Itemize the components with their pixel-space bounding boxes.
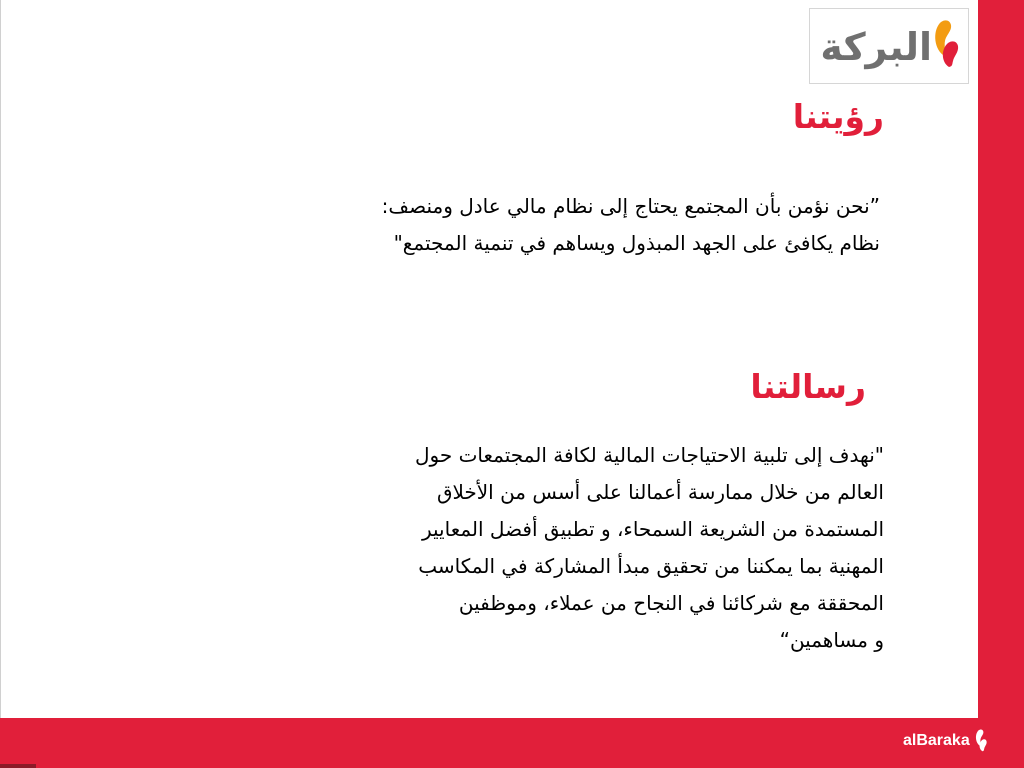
vision-statement bbox=[382, 188, 880, 262]
vision-line: نظام يكافئ على الجهد المبذول ويساهم في تنمية المجتمع" bbox=[393, 231, 880, 255]
mission-line: و مساهمين“ bbox=[779, 628, 884, 652]
albaraka-mark-icon bbox=[973, 727, 989, 755]
mission-statement bbox=[415, 437, 884, 659]
albaraka-logo bbox=[809, 8, 969, 84]
albaraka-mark-icon bbox=[930, 15, 962, 75]
footer-logo-text: alBaraka bbox=[903, 732, 970, 749]
mission-line: المحققة مع شركائنا في النجاح من عملاء، وموظفين bbox=[458, 591, 884, 615]
mission-line: المستمدة من الشريعة السمحاء، و تطبيق أفضل المعايير bbox=[421, 517, 884, 541]
right-accent-bar bbox=[978, 0, 1024, 768]
vision-line: ”نحن نؤمن بأن المجتمع يحتاج إلى نظام مالي عادل ومنصف: bbox=[381, 194, 880, 218]
mission-heading: رسالتنا bbox=[750, 367, 866, 406]
logo-arabic-text: البركة bbox=[820, 25, 932, 69]
mission-line: المهنية بما يمكننا من تحقيق مبدأ المشاركة في المكاسب bbox=[418, 554, 884, 578]
footer-bar bbox=[0, 718, 1024, 768]
footer-corner-shade bbox=[0, 764, 36, 768]
left-divider bbox=[0, 0, 1, 768]
mission-line: "نهدف إلى تلبية الاحتياجات المالية لكافة المجتمعات حول bbox=[415, 443, 884, 467]
footer-albaraka-logo bbox=[903, 726, 989, 756]
mission-line: العالم من خلال ممارسة أعمالنا على أسس من الأخلاق bbox=[436, 480, 884, 504]
vision-heading: رؤيتنا bbox=[792, 97, 884, 136]
